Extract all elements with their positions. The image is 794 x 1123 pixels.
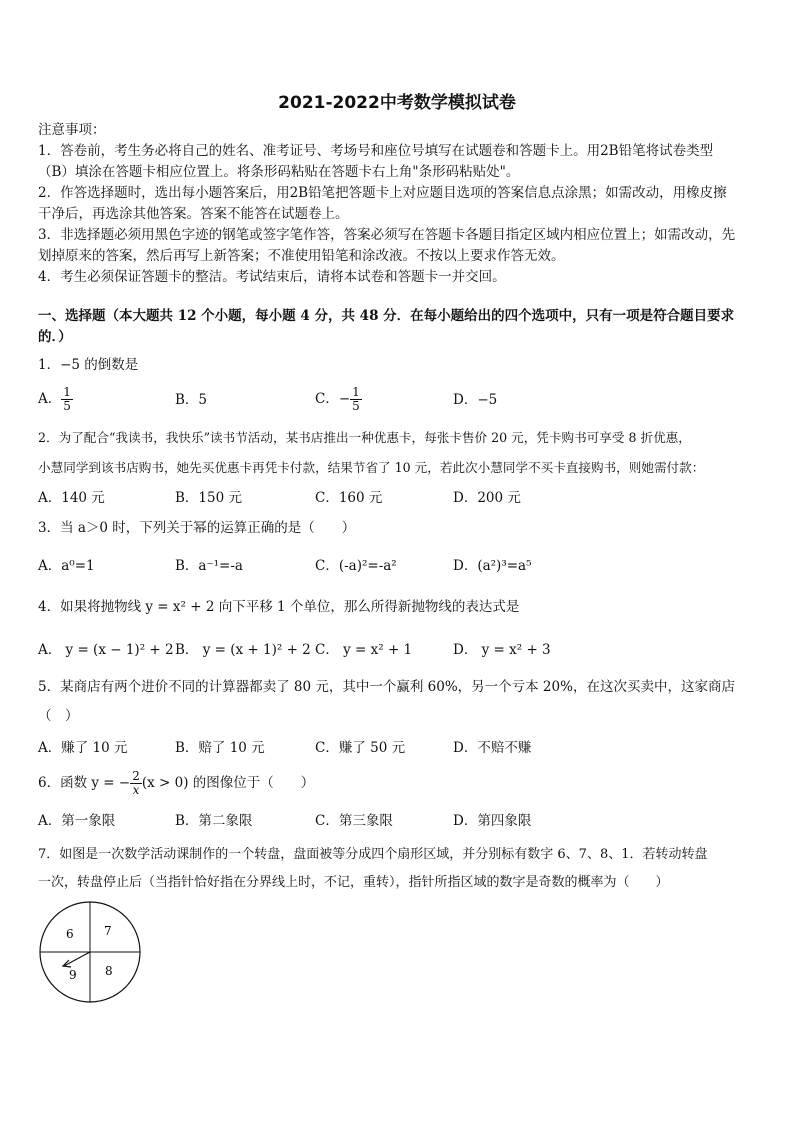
q5-stem: 5．某商店有两个进价不同的计算器都卖了 80 元，其中一个赢利 60%，另一个亏本 20%，在这次买卖中，这家商店 bbox=[38, 679, 735, 695]
q4-option-c: C． y = x² + 1 bbox=[315, 642, 413, 658]
spinner-figure bbox=[36, 900, 144, 1004]
q2-option-d: D．200 元 bbox=[453, 490, 521, 506]
q4-option-a: A． y = (x − 1)² + 2 bbox=[38, 642, 174, 658]
q3-option-d: D．(a²)³=a⁵ bbox=[453, 558, 532, 574]
spinner-pointer bbox=[64, 952, 90, 966]
q6-option-b: B．第二象限 bbox=[175, 813, 253, 829]
q6-option-d: D．第四象限 bbox=[453, 813, 532, 829]
q5-option-b: B．赔了 10 元 bbox=[175, 740, 265, 756]
notice-heading: 注意事项： bbox=[38, 122, 106, 138]
spinner-number: 8 bbox=[105, 964, 113, 978]
q4-option-d: D． y = x² + 3 bbox=[453, 642, 551, 658]
q1-option-b: B．5 bbox=[175, 392, 208, 408]
notice-line: 划掉原来的答案，然后再写上新答案；不准使用铅笔和涂改液。不按以上要求作答无效。 bbox=[38, 248, 565, 264]
spinner-number: 9 bbox=[69, 968, 77, 982]
q4-option-b: B． y = (x + 1)² + 2 bbox=[175, 642, 311, 658]
notice-line: 2．作答选择题时，选出每小题答案后，用2B铅笔把答题卡上对应题目选项的答案信息点涂黑；如需改动，用橡皮擦 bbox=[38, 185, 727, 201]
q2-option-c: C．160 元 bbox=[315, 490, 383, 506]
notice-line: 4．考生必须保证答题卡的整洁。考试结束后，请将本试卷和答题卡一并交回。 bbox=[38, 269, 506, 285]
notice-line: 3．非选择题必须用黑色字迹的钢笔或签字笔作答，答案必须写在答题卡各题目指定区域内相应位置上；如需改动，先 bbox=[38, 227, 736, 243]
q2-option-a: A．140 元 bbox=[38, 490, 105, 506]
q5-stem-cont: （ ） bbox=[38, 708, 79, 724]
q1-option-d: D．−5 bbox=[453, 392, 498, 408]
q7-stem: 7．如图是一次数学活动课制作的一个转盘，盘面被等分成四个扇形区域，并分别标有数字 6、7、8、1．若转动转盘 bbox=[38, 847, 708, 862]
q1-stem: 1．−5 的倒数是 bbox=[38, 357, 139, 373]
q5-option-c: C．赚了 50 元 bbox=[315, 740, 406, 756]
spinner-number: 7 bbox=[104, 924, 112, 938]
q3-option-c: C．(-a)²=-a² bbox=[315, 558, 397, 574]
page-title: 2021-2022中考数学模拟试卷 bbox=[278, 93, 516, 113]
notice-line: 1．答卷前，考生务必将自己的姓名、准考证号、考场号和座位号填写在试题卷和答题卡上。用2B铅笔将试卷类型 bbox=[38, 143, 714, 159]
q3-option-b: B．a⁻¹=-a bbox=[175, 558, 243, 574]
q2-stem-cont: 小慧同学到该书店购书，她先买优惠卡再凭卡付款，结果节省了 10 元，若此次小慧同学不买卡直接购书，则她需付款： bbox=[38, 460, 705, 475]
q6-option-a: A．第一象限 bbox=[38, 813, 116, 829]
q2-stem: 2．为了配合“我读书，我快乐”读书节活动，某书店推出一种优惠卡，每张卡售价 20 元，凭卡购书可享受 8 折优惠， bbox=[38, 430, 691, 445]
q6-option-c: C．第三象限 bbox=[315, 813, 393, 829]
q3-option-a: A．a⁰=1 bbox=[38, 558, 95, 574]
q7-stem-cont: 一次，转盘停止后（当指针恰好指在分界线上时，不记，重转），指针所指区域的数字是奇数的概率为（ ） bbox=[38, 875, 669, 890]
section-header: 一、选择题（本大题共 12 个小题，每小题 4 分，共 48 分．在每小题给出的四个选项中，只有一项是符合题目要求 bbox=[38, 308, 735, 324]
q5-option-a: A．赚了 10 元 bbox=[38, 740, 128, 756]
notice-line: （B）填涂在答题卡相应位置上。将条形码粘贴在答题卡右上角"条形码粘贴处"。 bbox=[38, 164, 520, 180]
q2-option-b: B．150 元 bbox=[175, 490, 242, 506]
q3-stem: 3．当 a＞0 时，下列关于幂的运算正确的是（ ） bbox=[38, 520, 356, 536]
q1-option-c: C．− $\frac{1}{5}$ bbox=[315, 385, 360, 413]
q1-option-a: A． $\frac{1}{5}$ bbox=[38, 385, 71, 413]
q5-option-d: D．不赔不赚 bbox=[453, 740, 532, 756]
q4-stem: 4．如果将抛物线 y = x² + 2 向下平移 1 个单位，那么所得新抛物线的表达式是 bbox=[38, 599, 520, 615]
q6-stem: 6．函数 y = − $\frac{2}{x}$ (x > 0) 的图像位于（ ） bbox=[38, 769, 315, 797]
section-header-cont: 的．） bbox=[38, 329, 72, 345]
notice-line: 干净后，再选涂其他答案。答案不能答在试题卷上。 bbox=[38, 206, 349, 222]
spinner-number: 6 bbox=[66, 927, 74, 941]
